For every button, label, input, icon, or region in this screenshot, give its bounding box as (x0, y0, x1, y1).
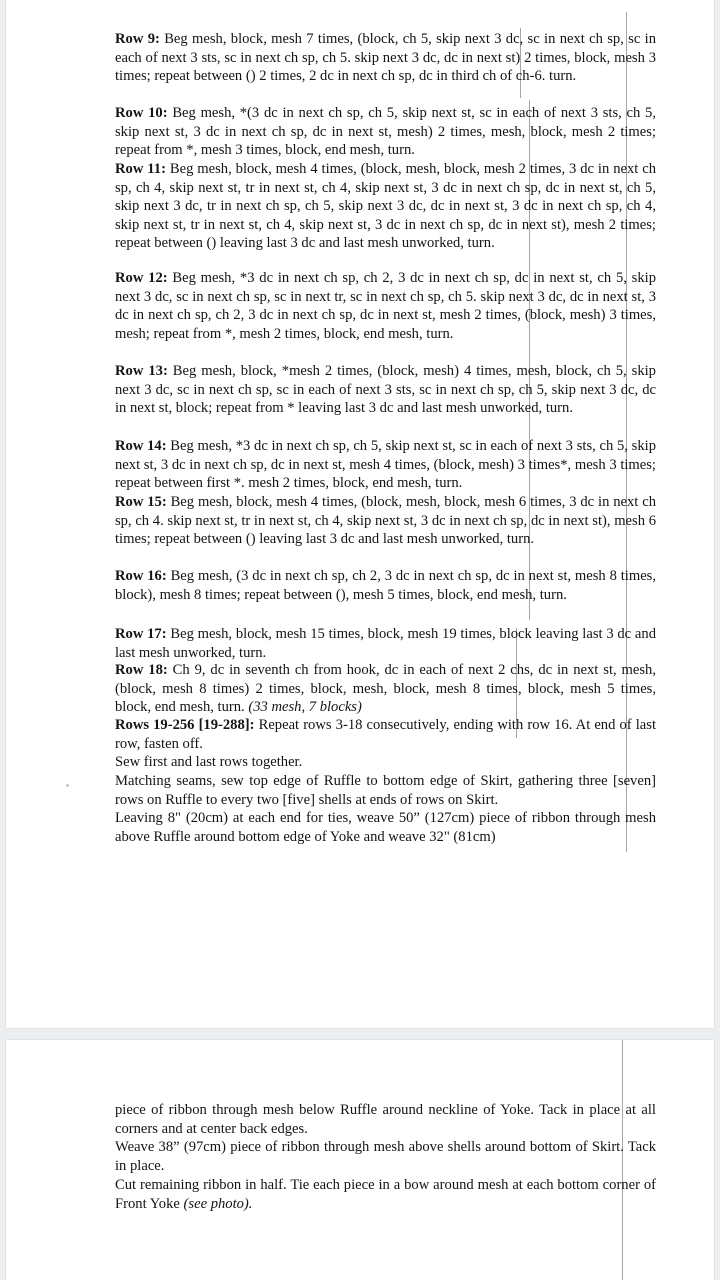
row-17-label: Row 17: (115, 626, 167, 642)
rows-19-label: Rows 19-256 [19-288]: (115, 717, 255, 733)
row-14-text: Beg mesh, *3 dc in next ch sp, ch 5, skip next st, sc in each of next 3 sts, ch 5, skip next st, 3 dc in next ch sp, dc in next st, mesh 4 times, (block, mesh) 3 times*, mesh 3 times; repeat between first *. mesh 2 times, block, end mesh, turn. (115, 438, 656, 492)
sew-instruction: Sew first and last rows together. (115, 754, 303, 770)
row-13-text: Beg mesh, block, *mesh 2 times, (block, mesh) 4 times, mesh, block, ch 5, skip next 3 dc, sc in next ch sp, sc in each of next 3 sts, sc in next ch sp, ch 5, skip next 3 dc, dc in next st, block; repeat from * leaving last 3 dc and last mesh unworked, turn. (115, 363, 656, 417)
row-11-label: Row 11: (115, 161, 166, 177)
row-14 (115, 437, 656, 493)
row-13 (115, 362, 656, 418)
row-10 (115, 104, 656, 160)
row-18-note: (33 mesh, 7 blocks) (248, 699, 362, 716)
scan-speck (66, 784, 69, 787)
document-page-2 (6, 1040, 714, 1280)
row-18 (115, 661, 656, 717)
see-photo-note: (see photo). (183, 1195, 253, 1212)
matching-seams-instruction: Matching seams, sew top edge of Ruffle to bottom edge of Skirt, gathering three [seven] rows on Ruffle to every two [five] shells at ends of rows on Skirt. (115, 773, 656, 808)
row-11 (115, 160, 656, 253)
document-page-1 (6, 0, 714, 1028)
row-12 (115, 269, 656, 343)
row-9-text: Beg mesh, block, mesh 7 times, (block, ch 5, skip next 3 dc, sc in next ch sp, sc in each of next 3 sts, sc in next ch sp, ch 5. skip next 3 dc, dc in next st) 2 times, block, mesh 3 times; repeat between () 2 times, 2 dc in next ch sp, dc in third ch of ch-6. turn. (115, 31, 656, 85)
ribbon-skirt-instruction: Weave 38” (97cm) piece of ribbon through mesh above shells around bottom of Skirt. Tack in place. (115, 1139, 656, 1174)
row-13-label: Row 13: (115, 363, 168, 379)
row-16 (115, 567, 656, 604)
row-10-text: Beg mesh, *(3 dc in next ch sp, ch 5, skip next st, sc in each of next 3 sts, ch 5, skip next st, 3 dc in next ch sp, dc in next st, mesh) 2 times, mesh, block, mesh 2 times; repeat from *, mesh 3 times, block, end mesh, turn. (115, 105, 657, 159)
row-16-label: Row 16: (115, 568, 167, 584)
row-14-label: Row 14: (115, 438, 167, 454)
row-18-label: Row 18: (115, 662, 168, 678)
row-9 (115, 30, 656, 86)
row-18-text: Ch 9, dc in seventh ch from hook, dc in each of next 2 chs, dc in next st, mesh, (block, mesh 8 times) 2 times, block, mesh, block, mesh 8 times, block, mesh 5 times, block, end mesh, turn. (115, 662, 656, 716)
ribbon-weave-instruction: Leaving 8" (20cm) at each end for ties, weave 50” (127cm) piece of ribbon through mesh above Ruffle around bottom edge of Yoke and weave 32" (81cm) (115, 810, 656, 845)
row-11-text: Beg mesh, block, mesh 4 times, (block, mesh, block, mesh 2 times, 3 dc in next ch sp, ch 4, skip next st, tr in next st, ch 4, skip next st, 3 dc in next ch sp, dc in next st, ch 5, skip next 3 dc, tr in next ch sp, ch 5, skip next 3 dc, dc in next st, 3 dc in next ch sp, ch 4, skip next st, tr in next st, ch 4, skip next st, 3 dc in next ch sp, dc in next st), mesh 2 times; repeat between () leaving last 3 dc and last mesh unworked, turn. (115, 161, 657, 252)
ribbon-neckline-instruction: piece of ribbon through mesh below Ruffle around neckline of Yoke. Tack in place at all corners and at center back edges. (115, 1102, 656, 1137)
row-15-text: Beg mesh, block, mesh 4 times, (block, mesh, block, mesh 6 times, 3 dc in next ch sp, ch 4. skip next st, tr in next st, ch 4, skip next st, 3 dc in next ch sp, dc in next st), mesh 6 times; repeat between () leaving last 3 dc and last mesh unworked, turn. (115, 494, 656, 548)
row-16-text: Beg mesh, (3 dc in next ch sp, ch 2, 3 dc in next ch sp, dc in next st, mesh 8 times, block), mesh 8 times; repeat between (), mesh 5 times, block, end mesh, turn. (115, 568, 657, 603)
row-12-text: Beg mesh, *3 dc in next ch sp, ch 2, 3 dc in next ch sp, dc in next st, ch 5, skip next 3 dc, sc in next ch sp, sc in next tr, sc in next ch sp, ch 5. skip next 3 dc, dc in next st, 3 dc in next ch sp, ch 2, 3 dc in next ch sp, dc in next st, mesh 2 times, (block, mesh) 3 times, mesh; repeat from *, mesh 2 times, block, end mesh, turn. (115, 270, 656, 342)
row-17 (115, 625, 656, 662)
row-15-label: Row 15: (115, 494, 167, 510)
row-12-label: Row 12: (115, 270, 168, 286)
row-10-label: Row 10: (115, 105, 168, 121)
row-17-text: Beg mesh, block, mesh 15 times, block, mesh 19 times, block leaving last 3 dc and last mesh unworked, turn. (115, 626, 656, 661)
bow-instruction-text: Cut remaining ribbon in half. Tie each piece in a bow around mesh at each bottom corner of Front Yoke (115, 1177, 656, 1212)
row-9-label: Row 9: (115, 31, 160, 47)
bow-instruction (115, 1176, 656, 1213)
row-15 (115, 493, 656, 549)
rows-19-256 (115, 716, 656, 753)
rows-19-text: Repeat rows 3-18 consecutively, ending with row 16. At end of last row, fasten off. (115, 717, 656, 752)
